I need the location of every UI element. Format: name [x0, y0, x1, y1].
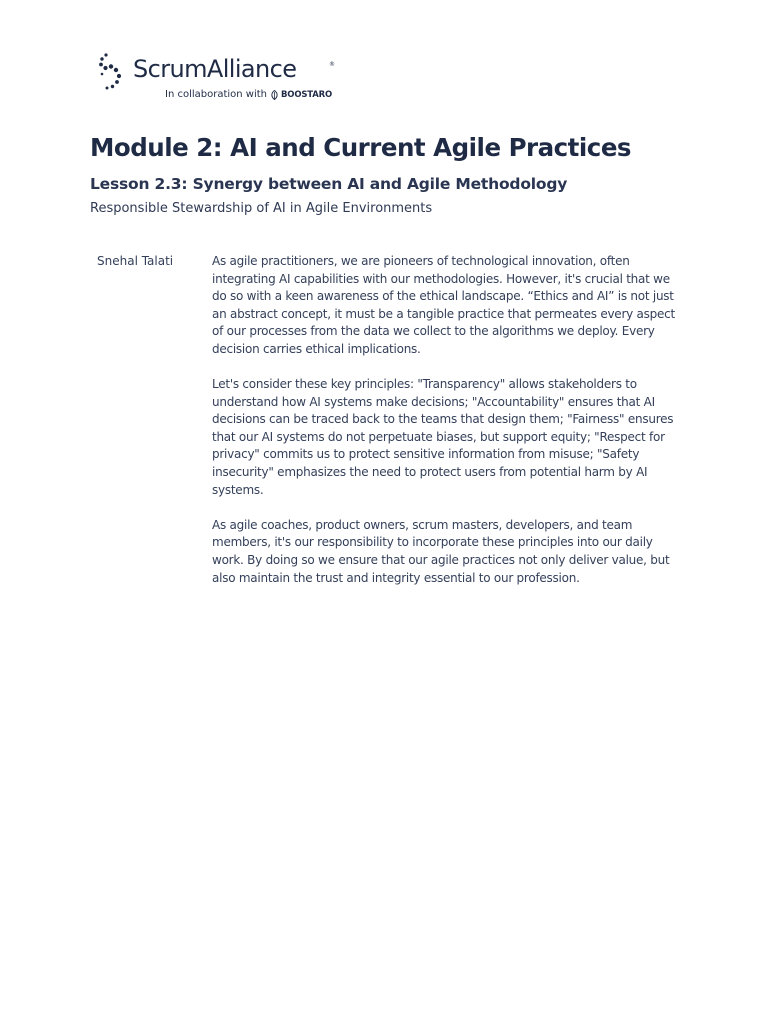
partner-name: BOOSTARO	[281, 89, 332, 100]
speaker-name: Snehal Talati	[97, 254, 174, 268]
collaboration-line	[165, 89, 332, 100]
scrum-alliance-dots-icon	[98, 52, 130, 92]
lesson-title: Lesson 2.3: Synergy between AI and Agile Methodology	[90, 175, 568, 193]
scrum-alliance-logo	[98, 52, 348, 104]
transcript-paragraph: As agile practitioners, we are pioneers of technological innovation, often integrating AI capabilities with our methodologies. However, it's crucial that we do so with a keen awareness of the ethical landscape. “Ethics and AI” is not just an abstract concept, it must be a tangible practice that permeates every aspect of our processes from the data we collect to the algorithms we deploy. Every decision carries ethical implications.	[212, 254, 675, 356]
registered-mark: ®	[329, 61, 335, 68]
logo-wordmark: ScrumAlliance	[133, 55, 297, 83]
module-title: Module 2: AI and Current Agile Practices	[90, 133, 632, 162]
transcript-paragraph: Let's consider these key principles: "Transparency" allows stakeholders to understand how AI systems make decisions; "Accountability" ensures that AI decisions can be traced back to the teams that design them; "Fairness" ensures that our AI systems do not perpetuate biases, but support equity; "Respect for privacy" commits us to protect sensitive information from misuse; "Safety insecurity" emphasizes the need to protect users from potential harm by AI systems.	[212, 377, 674, 497]
lesson-subtitle: Responsible Stewardship of AI in Agile Environments	[90, 201, 433, 216]
collaboration-text: In collaboration with	[165, 89, 268, 100]
boostaro-leaf-icon	[270, 90, 279, 100]
transcript-body	[212, 253, 678, 605]
partner-logo	[270, 90, 332, 100]
transcript-paragraph: As agile coaches, product owners, scrum masters, developers, and team members, it's our responsibility to incorporate these principles into our daily work. By doing so we ensure that our agile practices not only deliver value, but also maintain the trust and integrity essential to our profession.	[212, 517, 670, 585]
